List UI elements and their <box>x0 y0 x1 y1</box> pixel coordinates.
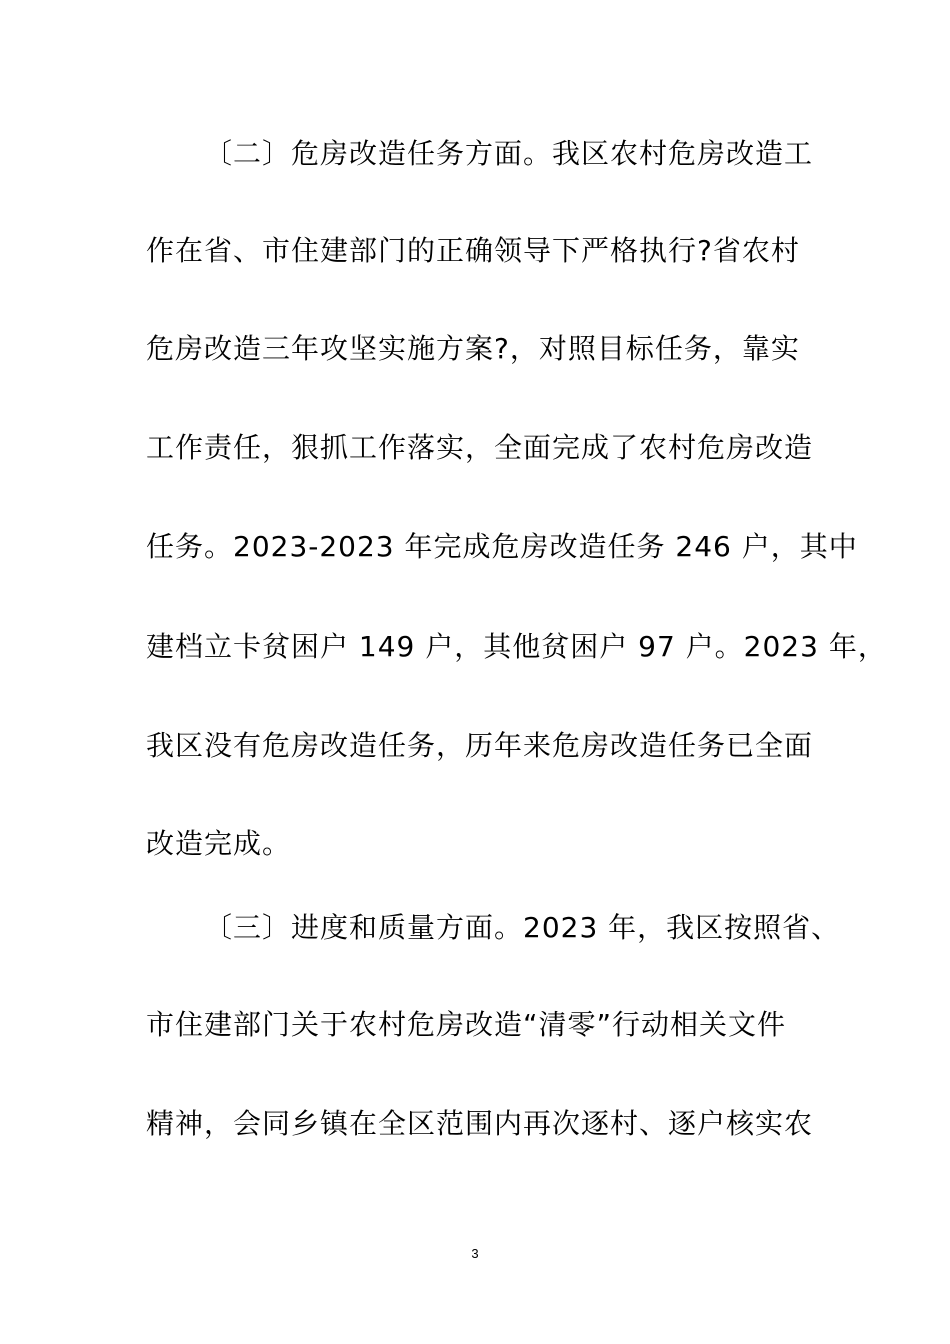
text-line: 作在省、市住建部门的正确领导下严格执行?省农村 <box>146 234 800 267</box>
text-line: 工作责任，狠抓工作落实，全面完成了农村危房改造 <box>146 431 814 464</box>
page-number: 3 <box>471 1246 479 1261</box>
text-line: 我区没有危房改造任务，历年来危房改造任务已全面 <box>146 729 814 762</box>
text-line: 精神，会同乡镇在全区范围内再次逐村、逐户核实农 <box>146 1107 814 1140</box>
text-line: 〔二〕危房改造任务方面。我区农村危房改造工 <box>204 137 814 170</box>
text-line: 改造完成。 <box>146 827 292 860</box>
text-line: 建档立卡贫困户 149 户，其他贫困户 97 户。2023 年， <box>146 630 887 663</box>
text-line: 〔三〕进度和质量方面。2023 年，我区按照省、 <box>204 911 841 944</box>
text-line: 危房改造三年攻坚实施方案?，对照目标任务，靠实 <box>146 332 800 365</box>
text-line: 任务。2023-2023 年完成危房改造任务 246 户，其中 <box>146 530 858 563</box>
text-line: 市住建部门关于农村危房改造“清零”行动相关文件 <box>146 1008 787 1041</box>
